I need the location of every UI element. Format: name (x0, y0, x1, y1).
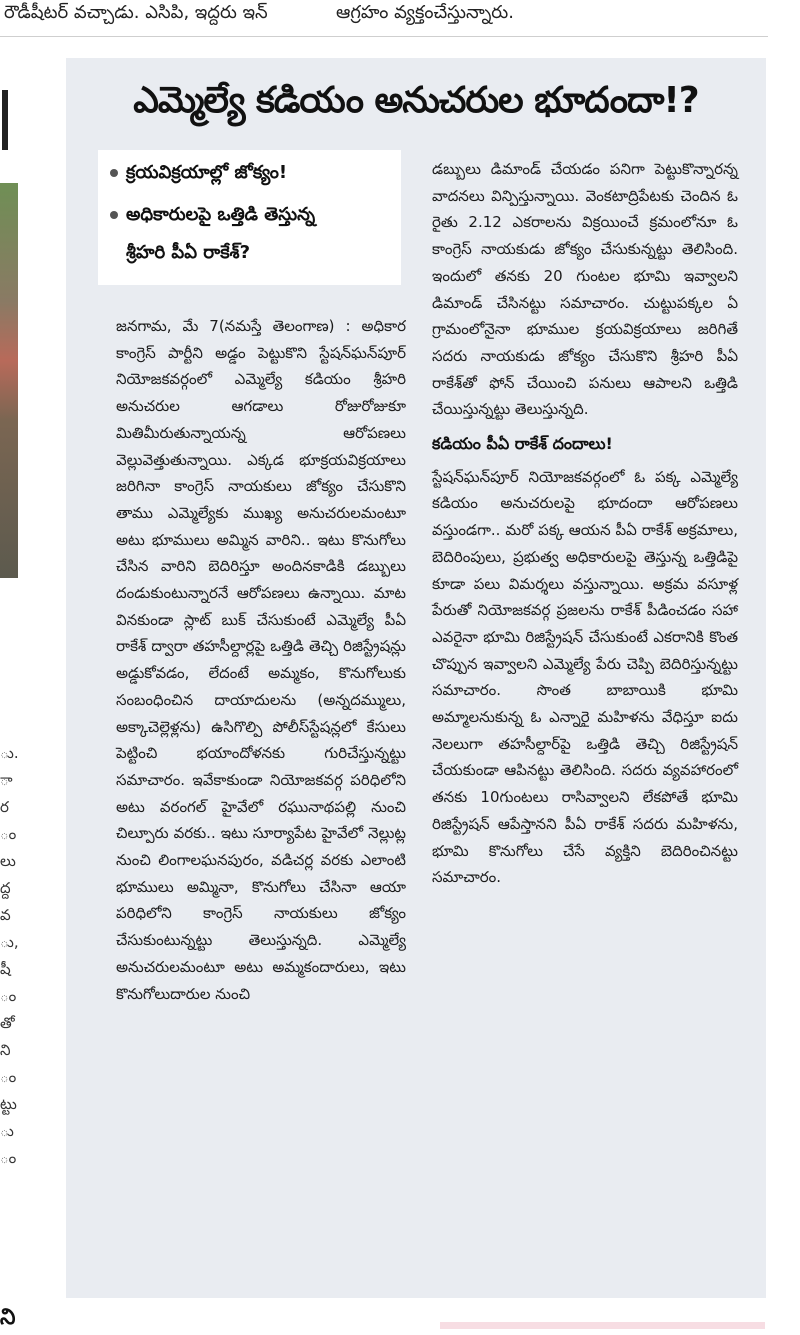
adjacent-text-line: ని (0, 1041, 11, 1059)
adjacent-text-line: ం (0, 1068, 17, 1086)
adjacent-column-fragment (0, 60, 22, 1320)
column-2-subheading: కడియం పీఏ రాకేశ్ దందాలు! (432, 434, 613, 454)
adjacent-text-line: ు (0, 1122, 14, 1140)
adjacent-text-line: ం (0, 825, 17, 843)
article-headline: ఎమ్మెల్యే కడియం అనుచరుల భూదందా!? (133, 80, 699, 121)
adjacent-text-line: ా (0, 771, 13, 789)
adjacent-text-line: ం (0, 987, 17, 1005)
adjacent-text-fragment (0, 740, 22, 1172)
previous-article-fragment-1: రౌడీషీటర్ వచ్చాడు. ఎసిపి, ఇద్దరు ఇన్ (4, 2, 268, 23)
adjacent-text-line: తో (0, 1014, 15, 1032)
bullet-icon (110, 169, 118, 177)
column-2-text-b: స్టేషన్‌ఘన్‌పూర్ నియోజకవర్గంలో ఓ పక్క ఎమ్మెల్యే కడియం అనుచరులపై భూదందా ఆరోపణలు వస్తుండగా.. మరో పక్క ఆయన పీఏ రాకేశ్ అక్రమాలు, బెదిరింపులు, ప్రభుత్వ అధికారులపై తెస్తున్న ఒత్తిడిపై కూడా పలు విమర్శలు వస్తున్నాయి. అక్రమ వసూళ్ల పేరుతో నియోజకవర్గ ప్రజలను రాకేశ్ పీడించడం సహా ఎవరైనా భూమి రిజిస్ట్రేషన్ చేసుకుంటే ఎకరానికి కొంత చొప్పున ఇవ్వాలని ఎమ్మెల్యే పేరు చెప్పి బెదిరిస్తున్నట్టు సమాచారం. సొంత బాబాయికి భూమి అమ్మాలనుకున్న ఓ ఎన్నారై మహిళను వేధిస్తూ ఐదు నెలలుగా తహసీల్దార్‌పై ఒత్తిడి తెచ్చి రిజిస్ట్రేషన్ చేయకుండా ఆపినట్టు తెలిసింది. సదరు వ్యవహారంలో తనకు 10గుంటలు రాసివ్వాలని లేకపోతే భూమి రిజిస్ట్రేషన్ ఆపేస్తానని పీఏ రాకేశ్ సదరు మహిళను, భూమి కొనుగోలు చేసే వ్యక్తిని బెదిరించినట్టు సమాచారం. (432, 467, 738, 887)
previous-article-strip (0, 0, 768, 37)
news-article (66, 58, 766, 1298)
adjacent-text-line: ు, (0, 933, 19, 951)
adjacent-text-line: ం (0, 1149, 17, 1167)
adjacent-text-line: షీ (0, 960, 11, 978)
adjacent-text-line: ట్టు (0, 1095, 17, 1113)
column-2-text-a: డబ్బులు డిమాండ్ చేయడం పనిగా పెట్టుకొన్నారన్న వాదనలు విన్పిస్తున్నాయి. వెంకటాద్రిపేటకు చెందిన ఓ రైతు 2.12 ఎకరాలను విక్రయించే క్రమంలోనూ ఓ కాంగ్రెస్ నాయకుడు జోక్యం చేసుకున్నట్టు తెలిసింది. ఇందులో తనకు 20 గుంటల భూమి ఇవ్వాలని డిమాండ్ చేసినట్టు సమాచారం. చుట్టుపక్కల ఏ గ్రామంలోనైనా భూముల క్రయవిక్రయాలు జరిగితే సదరు నాయకుడు జోక్యం చేసుకొని శ్రీహరి పీఏ రాకేశ్‌తో ఫోన్ చేయించి పనులు ఆపాలని ఒత్తిడి చేయిస్తున్నట్టు తెలుస్తున్నది. (432, 160, 738, 419)
previous-article-fragment-2: ఆగ్రహం వ్యక్తంచేస్తున్నారు. (336, 2, 514, 23)
adjacent-text-line: వ (0, 906, 11, 924)
adjacent-text-line: లు (0, 852, 16, 870)
column-1-text: జనగామ, మే 7(నమస్తే తెలంగాణ) : అధికార కాంగ్రెస్ పార్టీని అడ్డం పెట్టుకొని స్టేషన్‌ఘన్‌పూర్ నియోజకవర్గంలో ఎమ్మెల్యే కడియం శ్రీహరి అనుచరుల ఆగడాలు రోజురోజుకూ మితిమీరుతున్నాయన్న ఆరోపణలు వెల్లువెత్తుతున్నాయి. ఎక్కడ భూక్రయవిక్రయాలు జరిగినా కాంగ్రెస్ నాయకులు జోక్యం చేసుకొని తాము ఎమ్మెల్యేకు ముఖ్య అనుచరులమంటూ అటు భూములు అమ్మిన వారిని.. ఇటు కొనుగోలు చేసిన వారిని బెదిరిస్తూ అందినకాడికి డబ్బులు దండుకుంటున్నారనే ఆరోపణలు ఉన్నాయి. మాట వినకుండా స్లాట్ బుక్ చేసుకుంటే ఎమ్మెల్యే పీఏ రాకేశ్ ద్వారా తహసీల్దార్లపై ఒత్తిడి తెచ్చి రిజిస్ట్రేషన్లు అడ్డుకోవడం, లేదంటే అమ్మకం, కొనుగోలుకు సంబంధించిన దాయాదులను (అన్నదమ్ములు, అక్కాచెల్లెళ్లను) ఉసిగొల్పి పోలీస్‌స్టేషన్లలో కేసులు పెట్టించి భయాందోళనకు గురిచేస్తున్నట్టు సమాచారం. ఇవేకాకుండా నియోజకవర్గ పరిధిలోని అటు వరంగల్ హైవేలో రఘునాథపల్లి నుంచి చిల్పూరు వరకు.. ఇటు సూర్యాపేట హైవేలో నెల్లుట్ల నుంచి లింగాలఘనపురం, వడిచర్ల వరకు ఎలాంటి భూములు అమ్మినా, కొనుగోలు చేసినా ఆయా పరిధిలోని కాంగ్రెస్ నాయకులు జోక్యం చేసుకుంటున్నట్టు తెలుస్తున్నది. ఎమ్మెల్యే అనుచరులమంటూ అటు అమ్మకందారులు, ఇటు కొనుగోలుదారుల నుంచి (116, 317, 406, 1003)
article-column-2 (432, 156, 738, 891)
article-column-1 (116, 313, 406, 1007)
next-article-fragment: ని (0, 1305, 16, 1330)
subheadline-box (98, 150, 401, 285)
subheadline-2: అధికారులపై ఒత్తిడి తెస్తున్న (110, 204, 315, 229)
adjacent-text-line: ద్ద (0, 879, 11, 897)
adjacent-headline-fragment (2, 90, 8, 150)
bullet-icon (110, 211, 118, 219)
adjacent-text-line: ర (0, 798, 9, 816)
subheadline-2-cont: శ్రీహరి పీఏ రాకేశ్? (126, 242, 251, 263)
next-article-box-edge (440, 1322, 765, 1329)
adjacent-text-line: ు. (0, 744, 19, 762)
subheadline-1: క్రయవిక్రయాల్లో జోక్యం! (110, 162, 287, 187)
adjacent-photo (0, 183, 18, 578)
